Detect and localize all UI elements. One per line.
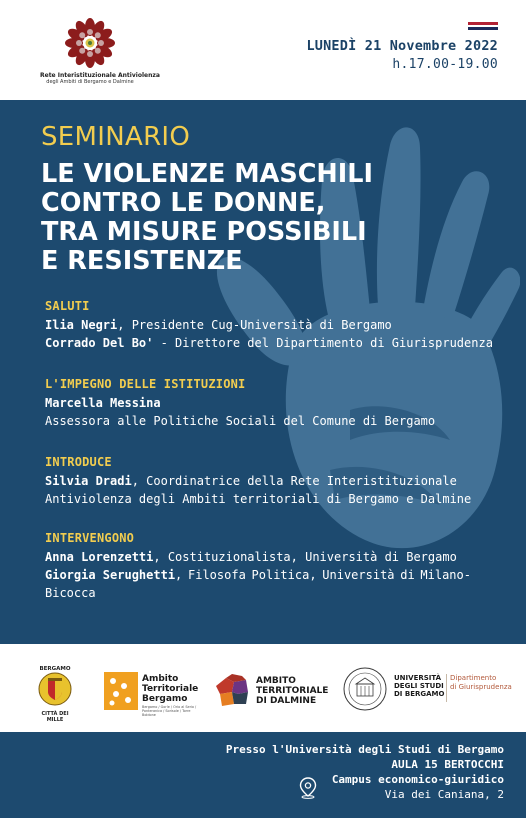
logo-subtitle: degli Ambiti di Bergamo e Dalmine	[46, 79, 134, 85]
speaker-role: , Presidente Cug-Università di Bergamo	[117, 318, 392, 332]
header	[0, 0, 526, 100]
title-line: TRA MISURE POSSIBILI	[41, 217, 367, 247]
venue-street: Via dei Caniana, 2	[384, 788, 504, 801]
unibg-line: UNIVERSITÀ	[394, 674, 442, 682]
comune-bergamo-logo	[35, 666, 75, 723]
venue-address	[226, 742, 504, 802]
speaker-role: , Costituzionalista, Università di Bergamo	[153, 550, 457, 564]
city-crest-icon	[38, 672, 72, 706]
ambito-municipalities: Bergamo / Gorle / Orio al Serio / Ponteranica / Sorisole / Torre Boldone	[142, 705, 197, 717]
title-line: LE VIOLENZE MASCHILI	[41, 159, 373, 189]
logo-title: Rete Interistituzionale Antiviolenza	[40, 72, 160, 79]
ambito-bergamo-logo	[104, 672, 204, 717]
speaker-name: Silvia Dradi	[45, 474, 132, 488]
department-line: di Giurisprudenza	[450, 683, 512, 691]
main-panel	[0, 100, 526, 644]
dalmine-map-icon	[212, 672, 252, 712]
unibg-line: DI BERGAMO	[394, 690, 445, 698]
section-introduce	[45, 452, 505, 508]
dalmine-line: TERRITORIALE	[256, 686, 329, 696]
role-word: ,	[175, 568, 183, 582]
speaker-line	[45, 548, 505, 566]
ambito-line: Territoriale	[142, 684, 199, 694]
speaker-role: Assessora alle Politiche Sociali del Comune di Bergamo	[45, 414, 436, 428]
speaker-line	[45, 472, 505, 490]
program-content	[0, 100, 526, 644]
section-saluti	[45, 296, 505, 352]
section-heading: L'IMPEGNO DELLE ISTITUZIONI	[45, 377, 246, 391]
speaker-role: , Coordinatrice della Rete Interistituzionale	[131, 474, 457, 488]
speaker-line	[45, 316, 505, 334]
unibg-logo	[342, 666, 512, 716]
event-type: SEMINARIO	[41, 122, 191, 152]
ambito-bergamo-text	[142, 674, 204, 717]
partner-logos	[0, 644, 526, 732]
department-text	[450, 674, 512, 692]
university-seal-icon	[342, 666, 388, 712]
flag-stripes	[468, 22, 498, 30]
section-intervengono	[45, 528, 505, 602]
unibg-line: DEGLI STUDI	[394, 682, 444, 690]
speaker-role: - Direttore del Dipartimento di Giurisprudenza	[153, 336, 493, 350]
flag-stripe-blue	[468, 27, 498, 30]
unibg-text	[394, 674, 444, 698]
event-title	[41, 160, 373, 276]
dalmine-line: AMBITO	[256, 676, 296, 686]
speaker-line	[45, 334, 505, 352]
ambito-dalmine-text	[256, 676, 328, 706]
speaker-name: Corrado Del Bo'	[45, 336, 154, 350]
speaker-line	[45, 394, 505, 412]
rete-antiviolenza-logo	[40, 16, 160, 85]
ambito-dalmine-logo	[212, 672, 332, 712]
title-line: E RESISTENZE	[41, 246, 243, 276]
role-word: Politica,	[251, 568, 317, 582]
bergamo-logo-bottom-text: CITTÀ DEI MILLE	[41, 711, 69, 723]
venue-footer	[0, 732, 526, 818]
speaker-name: Marcella Messina	[45, 396, 161, 410]
speaker-role-cont: Antiviolenza degli Ambiti territoriali di Bergamo e Dalmine	[45, 492, 472, 506]
speaker-line	[45, 566, 471, 584]
role-word: Università	[322, 568, 395, 582]
ambito-dots-icon	[104, 672, 138, 710]
ambito-line: Bergamo	[142, 694, 188, 704]
role-word: Filosofa	[188, 568, 246, 582]
venue-campus: Campus economico-giuridico	[331, 773, 504, 786]
speaker-role-cont: Bicocca	[45, 586, 96, 600]
event-time: h.17.00-19.00	[392, 57, 498, 72]
title-line: CONTRO LE DONNE,	[41, 188, 326, 218]
event-datetime	[306, 38, 498, 72]
speaker-name: Anna Lorenzetti	[45, 550, 154, 564]
dalmine-line: DI DALMINE	[256, 696, 317, 706]
section-heading: SALUTI	[45, 299, 90, 313]
venue-room: AULA 15 BERTOCCHI	[391, 758, 504, 771]
role-word: Milano-	[420, 568, 471, 582]
section-heading: INTERVENGONO	[45, 531, 135, 545]
event-date: LUNEDÌ 21 Novembre 2022	[306, 38, 498, 54]
speaker-name: Giorgia Serughetti	[45, 568, 176, 582]
ambito-line: Ambito	[142, 674, 179, 684]
bergamo-logo-top-text: BERGAMO	[39, 666, 71, 672]
venue-institution: Presso l'Università degli Studi di Bergamo	[225, 743, 504, 756]
logo-divider	[446, 674, 447, 702]
role-word: di	[400, 568, 415, 582]
section-impegno	[45, 374, 505, 430]
flower-emblem-icon	[63, 16, 117, 70]
department-line: Dipartimento	[450, 674, 497, 682]
speaker-name: Ilia Negri	[45, 318, 118, 332]
section-heading: INTRODUCE	[45, 455, 112, 469]
speaker-name-group	[45, 566, 182, 584]
